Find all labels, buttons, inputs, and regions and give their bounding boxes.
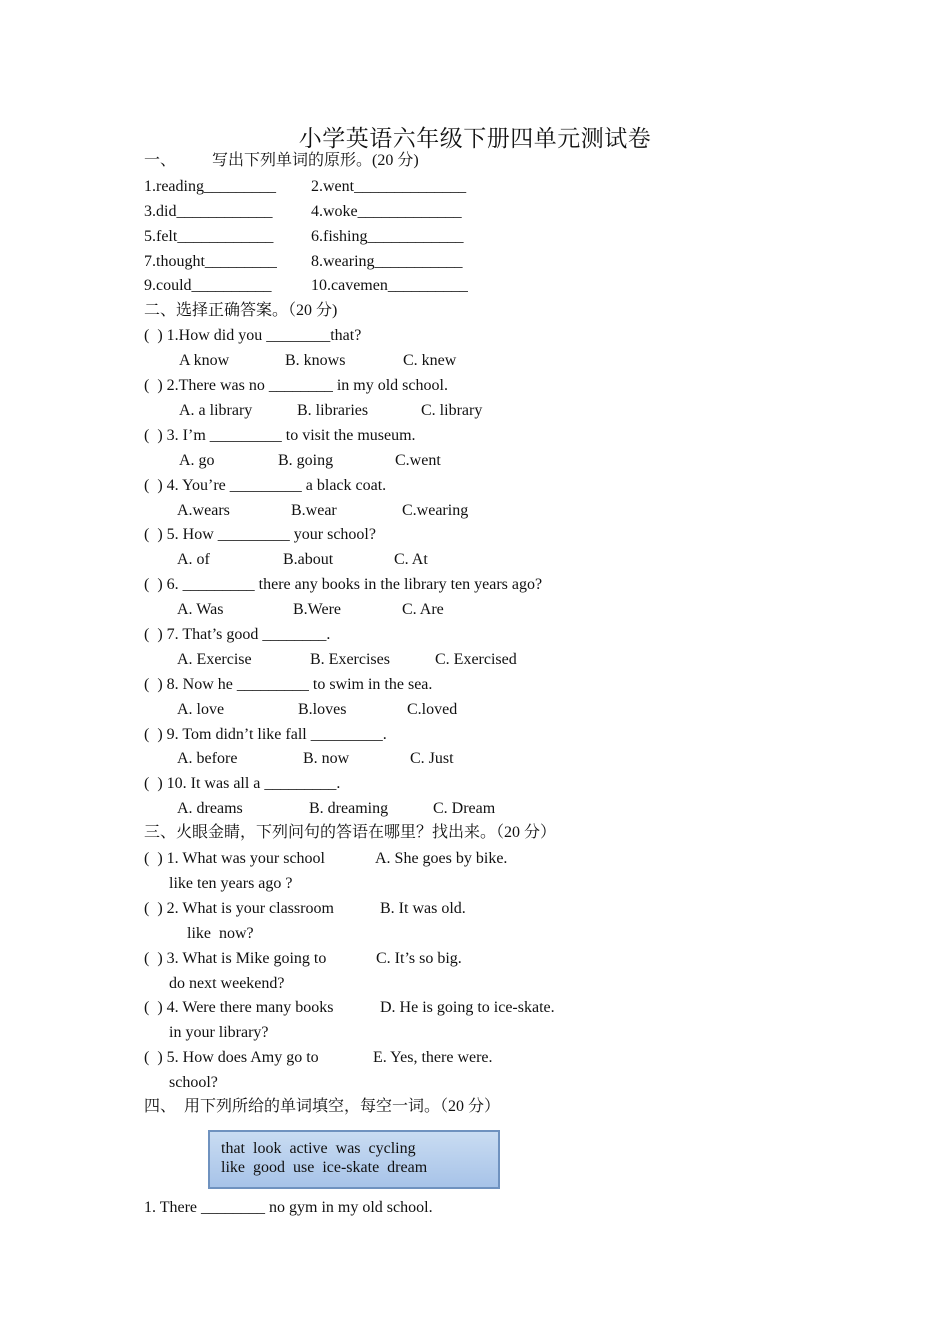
word-item: 8.wearing___________ [311,253,463,270]
option-b: B. going [278,452,334,469]
option-b: B. dreaming [309,800,389,817]
option-c: C.went [395,452,441,469]
option-a: A. Exercise [177,651,252,668]
question: ( ) 10. It was all a _________. [144,775,341,792]
word-item: 3.did____________ [144,203,273,220]
question: ( ) 4. You’re _________ a black coat. [144,477,387,494]
option-a: A. of [177,551,210,568]
word-item: 7.thought_________ [144,253,277,270]
match-question: ( ) 1. What was your school [144,850,325,867]
option-c: C. Are [402,601,444,618]
match-answer: E. Yes, there were. [373,1049,493,1066]
option-b: B.Were [293,601,342,618]
match-question: ( ) 5. How does Amy go to [144,1049,319,1066]
section2-heading: 二、选择正确答案。（20 分) [144,302,338,319]
match-answer: A. She goes by bike. [375,850,508,867]
word-bank-line: like good use ice-skate dream [221,1159,428,1176]
option-c: C.loved [407,701,458,718]
option-c: C. library [421,402,483,419]
word-item: 4.woke_____________ [311,203,462,220]
option-c: C. Exercised [435,651,517,668]
question: ( ) 8. Now he _________ to swim in the sea. [144,676,433,693]
option-c: C. Dream [433,800,496,817]
question: ( ) 7. That’s good ________. [144,626,331,643]
match-question-cont: do next weekend? [169,975,285,992]
question: ( ) 6. _________ there any books in the library ten years ago? [144,576,543,593]
option-c: C. At [394,551,428,568]
match-question-cont: in your library? [169,1024,269,1041]
option-b: B. now [303,750,350,767]
word-item: 2.went______________ [311,178,467,195]
section3-heading: 三、火眼金睛，下列问句的答语在哪里？找出来。（20 分） [144,824,557,841]
option-a: A. a library [179,402,253,419]
word-item: 9.could__________ [144,277,272,294]
question: ( ) 1.How did you ________that? [144,327,362,344]
option-b: B.about [283,551,334,568]
question: ( ) 2.There was no ________ in my old school. [144,377,448,394]
word-item: 10.cavemen__________ [311,277,468,294]
option-a: A. dreams [177,800,243,817]
word-item: 6.fishing____________ [311,228,464,245]
section1-heading: 写出下列单词的原形。(20 分) [212,152,419,169]
option-c: C. knew [403,352,457,369]
option-a: A. Was [177,601,224,618]
option-a: A know [179,352,230,369]
fill-sentence: 1. There ________ no gym in my old school. [144,1199,433,1216]
question: ( ) 9. Tom didn’t like fall _________. [144,726,387,743]
match-answer: C. It’s so big. [376,950,462,967]
option-b: B. libraries [297,402,369,419]
match-question: ( ) 2. What is your classroom [144,900,334,917]
section4-heading: 四、 用下列所给的单词填空，每空一词。（20 分） [144,1098,501,1115]
option-c: C.wearing [402,502,469,519]
match-question-cont: like ten years ago ? [169,875,293,892]
section1-number: 一、 [144,152,177,169]
question: ( ) 3. I’m _________ to visit the museum. [144,427,416,444]
option-b: B. knows [285,352,346,369]
word-item: 5.felt____________ [144,228,274,245]
option-a: A. love [177,701,225,718]
match-question: ( ) 3. What is Mike going to [144,950,327,967]
match-question-cont: school? [169,1074,218,1091]
option-b: B.loves [298,701,347,718]
option-a: A. go [179,452,215,469]
option-c: C. Just [410,750,454,767]
option-a: A. before [177,750,238,767]
word-bank-line: that look active was cycling [221,1140,416,1157]
option-b: B.wear [291,502,337,519]
page-title: 小学英语六年级下册四单元测试卷 [298,126,652,151]
word-item: 1.reading_________ [144,178,276,195]
option-a: A.wears [177,502,230,519]
match-answer: B. It was old. [380,900,466,917]
question: ( ) 5. How _________ your school? [144,526,376,543]
match-question-cont: like now? [187,925,254,942]
match-answer: D. He is going to ice-skate. [380,999,555,1016]
option-b: B. Exercises [310,651,390,668]
match-question: ( ) 4. Were there many books [144,999,334,1016]
word-bank-box [208,1130,500,1189]
